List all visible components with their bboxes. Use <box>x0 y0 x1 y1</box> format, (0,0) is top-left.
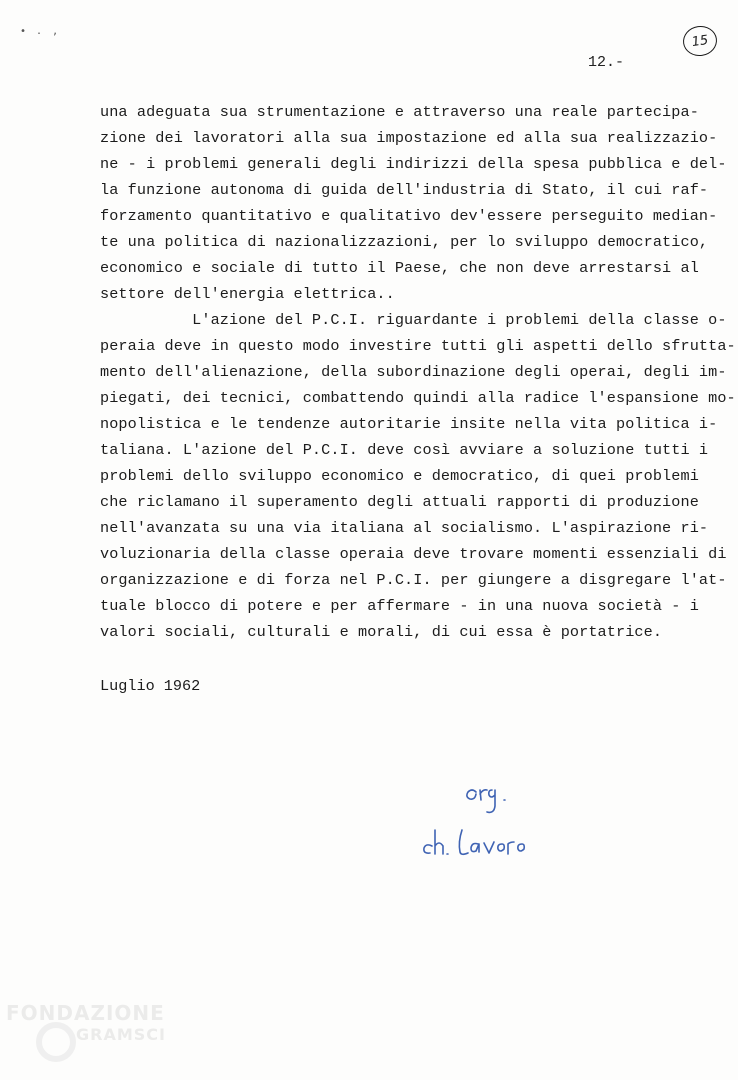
body-line: problemi dello sviluppo economico e democratico, di quei problemi <box>100 467 699 485</box>
body-line: la funzione autonoma di guida dell'industria di Stato, il cui raf- <box>100 181 709 199</box>
body-line: che riclamano il superamento degli attuali rapporti di produzione <box>100 493 699 511</box>
handwritten-annotation <box>418 770 558 880</box>
body-line: te una politica di nazionalizzazioni, per lo sviluppo democratico, <box>100 233 709 251</box>
fondazione-gramsci-watermark <box>6 1002 206 1072</box>
body-line: economico e sociale di tutto il Paese, che non deve arrestarsi al <box>100 259 699 277</box>
body-line: valori sociali, culturali e morali, di cui essa è portatrice. <box>100 623 663 641</box>
watermark-text-1: FONDAZIONE <box>6 1001 165 1025</box>
body-line: zione dei lavoratori alla sua impostazione ed alla sua realizzazio- <box>100 129 718 147</box>
body-line: nopolistica e le tendenze autoritarie insite nella vita politica i- <box>100 415 718 433</box>
body-line: taliana. L'azione del P.C.I. deve così avviare a soluzione tutti i <box>100 441 709 459</box>
document-date: Luglio 1962 <box>100 677 201 695</box>
page-number: 12.- <box>588 54 625 71</box>
body-line: voluzionaria della classe operaia deve trovare momenti essenziali di <box>100 545 727 563</box>
body-line: L'azione del P.C.I. riguardante i problemi della classe o- <box>100 311 727 329</box>
typed-body <box>100 99 736 645</box>
body-line: peraia deve in questo modo investire tutti gli aspetti dello sfrutta- <box>100 337 736 355</box>
watermark-text-2: GRAMSCI <box>76 1025 166 1044</box>
body-line: forzamento quantitativo e qualitativo dev'essere perseguito median- <box>100 207 718 225</box>
body-line: piegati, dei tecnici, combattendo quindi alla radice l'espansione mo- <box>100 389 736 407</box>
body-line: organizzazione e di forza nel P.C.I. per giungere a disgregare l'at- <box>100 571 727 589</box>
watermark-logo-icon <box>36 1022 76 1062</box>
body-line: una adeguata sua strumentazione e attraverso una reale partecipa- <box>100 103 699 121</box>
body-line: nell'avanzata su una via italiana al socialismo. L'aspirazione ri- <box>100 519 709 537</box>
edge-marks: • . , <box>20 26 61 37</box>
body-line: settore dell'energia elettrica.. <box>100 285 395 303</box>
archive-stamp <box>681 24 719 58</box>
archive-stamp-number: 15 <box>690 32 710 50</box>
body-line: ne - i problemi generali degli indirizzi della spesa pubblica e del- <box>100 155 727 173</box>
body-line: tuale blocco di potere e per affermare - in una nuova società - i <box>100 597 699 615</box>
body-line: mento dell'alienazione, della subordinazione degli operai, degli im- <box>100 363 727 381</box>
